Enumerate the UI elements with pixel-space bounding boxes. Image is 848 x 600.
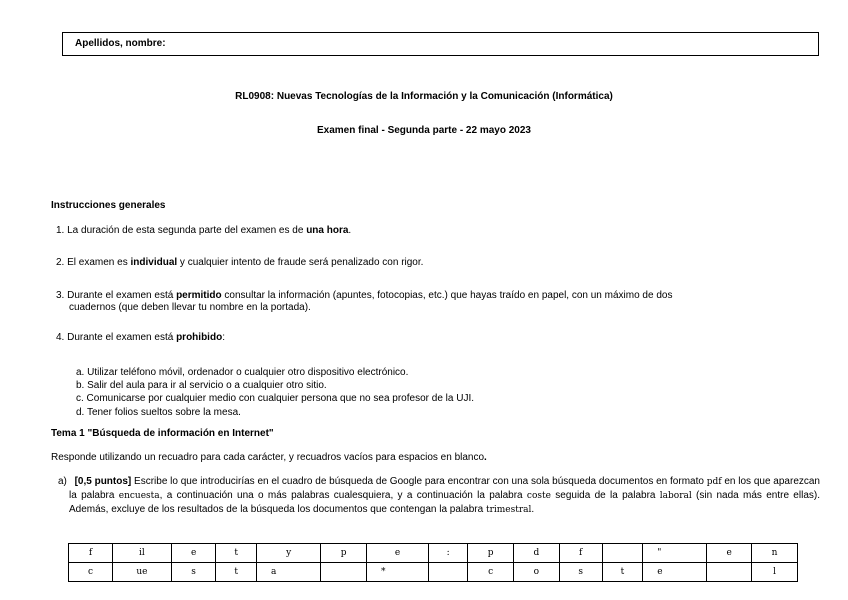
answer-cell[interactable]: l xyxy=(752,563,798,582)
question-points: [0,5 puntos] xyxy=(74,476,132,487)
answer-cell[interactable]: ue xyxy=(112,563,171,582)
question-a xyxy=(58,475,820,517)
answer-cell[interactable]: t xyxy=(216,544,257,563)
item-bold: permitido xyxy=(176,290,222,301)
answer-cell[interactable]: f xyxy=(69,544,113,563)
sub-item-c: c. Comunicarse por cualquier medio con cualquier persona que no sea profesor de la UJI. xyxy=(76,393,474,404)
item-text: 3. Durante el examen está xyxy=(56,290,177,301)
answer-cell[interactable]: f xyxy=(559,544,602,563)
answer-cell[interactable]: c xyxy=(468,563,514,582)
keyword: trimestral xyxy=(485,505,532,515)
name-field[interactable]: Apellidos, nombre: xyxy=(62,32,819,56)
keyword: coste xyxy=(526,491,551,501)
answer-cell[interactable]: e xyxy=(366,544,428,563)
answer-cell[interactable]: p xyxy=(468,544,514,563)
item-text: : xyxy=(222,332,225,343)
keyword: laboral xyxy=(659,491,692,501)
keyword: pdf xyxy=(706,477,722,487)
instruction-text: Responde utilizando un recuadro para cada carácter, y recuadros vacíos para espacios en blanco xyxy=(51,452,485,463)
item-text: 2. El examen es xyxy=(56,257,131,268)
answer-cell[interactable]: e xyxy=(171,544,216,563)
question-label: a) xyxy=(58,476,67,487)
item-text: consultar la información (apuntes, fotocopias, etc.) que hayas traído en papel, con un máximo de dos xyxy=(221,290,673,301)
topic-heading: Tema 1 "Búsqueda de información en Internet" xyxy=(51,428,274,439)
answer-cell[interactable]: t xyxy=(602,563,643,582)
answer-cell[interactable]: t xyxy=(216,563,257,582)
sub-item-d: d. Tener folios sueltos sobre la mesa. xyxy=(76,407,241,418)
answer-cell[interactable]: n xyxy=(752,544,798,563)
item-text: 1. La duración de esta segunda parte del examen es de xyxy=(56,225,307,236)
course-title: RL0908: Nuevas Tecnologías de la Información y la Comunicación (Informática) xyxy=(235,91,613,102)
answer-row xyxy=(69,563,798,582)
answer-cell[interactable]: s xyxy=(559,563,602,582)
answer-cell[interactable]: a xyxy=(256,563,320,582)
item-text: y cualquier intento de fraude será penalizado con rigor. xyxy=(177,257,424,268)
exam-title: Examen final - Segunda parte - 22 mayo 2023 xyxy=(317,125,531,136)
instruction-item-1 xyxy=(56,225,826,237)
instructions-heading: Instrucciones generales xyxy=(51,200,166,211)
answer-cell[interactable] xyxy=(429,563,468,582)
sub-item-a: a. Utilizar teléfono móvil, ordenador o cualquier otro dispositivo electrónico. xyxy=(76,367,409,378)
question-text: en los que aparezcan la palabra xyxy=(69,476,820,501)
answer-cell[interactable]: il xyxy=(112,544,171,563)
answer-cell[interactable] xyxy=(321,563,367,582)
keyword: encuesta xyxy=(118,491,160,501)
answer-cell[interactable]: y xyxy=(256,544,320,563)
answer-cell[interactable]: d xyxy=(513,544,559,563)
answer-row xyxy=(69,544,798,563)
item-text: . xyxy=(348,225,352,236)
item-text: 4. Durante el examen está xyxy=(56,332,177,343)
instruction-item-2 xyxy=(56,257,826,269)
question-body xyxy=(58,475,820,517)
instruction-item-4 xyxy=(56,332,826,344)
question-text: Escribe lo que introducirías en el cuadro de búsqueda de Google para encontrar con una sola búsqueda documentos en formato xyxy=(131,476,707,487)
answer-cell[interactable]: c xyxy=(69,563,113,582)
question-text: . xyxy=(531,504,535,515)
answer-instruction xyxy=(51,452,487,463)
answer-cell[interactable]: s xyxy=(171,563,216,582)
instruction-end: . xyxy=(484,452,487,463)
answer-cell[interactable]: : xyxy=(429,544,468,563)
question-text: (sin nada más entre ellas). Además, excluye de los resultados de la búsqueda los documentos que contengan la palabra xyxy=(69,490,820,515)
question-text: , a continuación una o más palabras cualesquiera, y a continuación la palabra xyxy=(159,490,527,501)
answer-cell[interactable]: e xyxy=(707,544,752,563)
answer-cell[interactable]: p xyxy=(321,544,367,563)
answer-cell[interactable] xyxy=(707,563,752,582)
answer-cell[interactable]: * xyxy=(366,563,428,582)
item-bold: prohibido xyxy=(176,332,223,343)
answer-cell[interactable] xyxy=(602,544,643,563)
answer-cell[interactable]: " xyxy=(643,544,707,563)
sub-item-b: b. Salir del aula para ir al servicio o a cualquier otro sitio. xyxy=(76,380,327,391)
item-continuation: cuadernos (que deben llevar tu nombre en la portada). xyxy=(69,302,311,313)
instruction-item-3 xyxy=(56,290,826,314)
question-text: seguida de la palabra xyxy=(550,490,660,501)
answer-grid xyxy=(68,543,798,582)
item-bold: una hora xyxy=(306,225,349,236)
answer-cell[interactable]: o xyxy=(513,563,559,582)
answer-cell[interactable]: e xyxy=(643,563,707,582)
item-bold: individual xyxy=(130,257,178,268)
